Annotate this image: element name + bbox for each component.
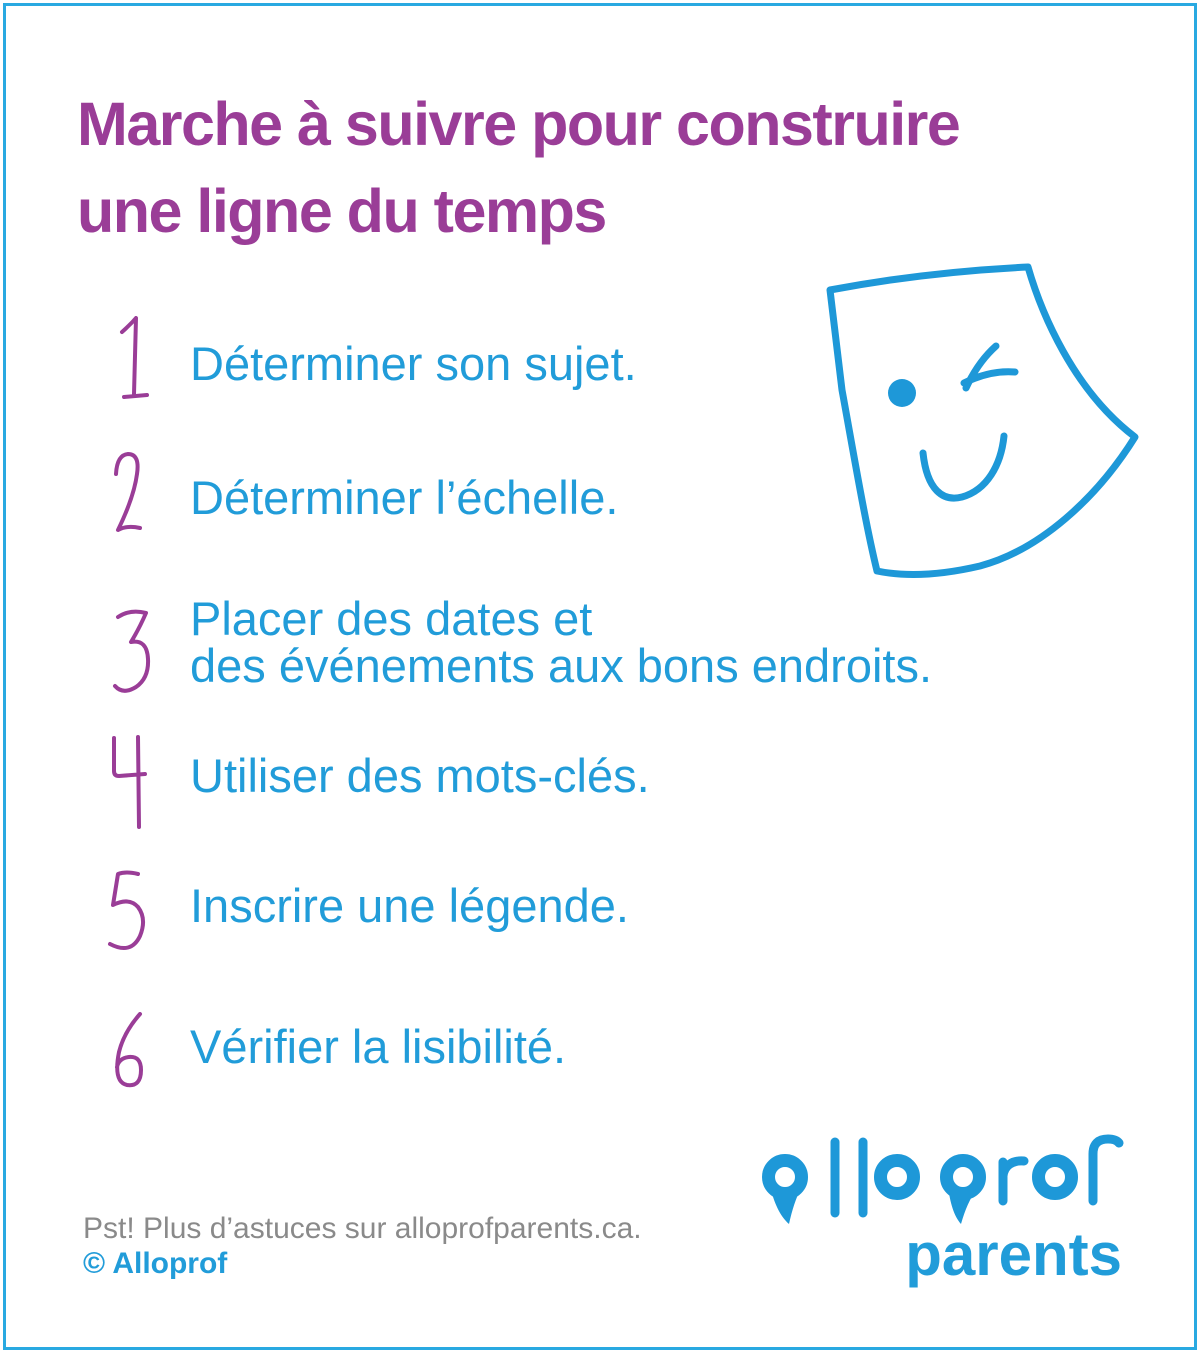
alloprof-logo [750, 1128, 1145, 1233]
logo-letter-o2 [1039, 1161, 1072, 1194]
footer-hint: Pst! Plus d’astuces sur alloprofparents.ca. [83, 1212, 642, 1245]
step-3-text-line2: des événements aux bons endroits. [190, 639, 933, 692]
page-title-line1: Marche à suivre pour construire [77, 90, 960, 158]
smile [923, 436, 1004, 498]
winking-paper-face-icon [815, 250, 1150, 585]
step-4-number [108, 735, 150, 830]
step-1-number [119, 316, 149, 400]
step-5-number [104, 870, 148, 962]
step-4-text: Utiliser des mots-clés. [190, 749, 650, 802]
logo-letter-r [1003, 1161, 1024, 1201]
logo-letter-a-tail [770, 1186, 801, 1224]
step-6-text: Vérifier la lisibilité. [190, 1020, 567, 1073]
step-1-text: Déterminer son sujet. [190, 337, 637, 390]
logo-letter-o1 [881, 1161, 914, 1194]
logo-letter-f [1093, 1139, 1119, 1201]
step-5-text: Inscrire une légende. [190, 879, 629, 932]
logo-parents-label: parents [905, 1221, 1122, 1288]
step-2-number [112, 452, 144, 540]
step-6-number [110, 1012, 148, 1102]
footer-copyright: © Alloprof [83, 1247, 228, 1280]
page-title [77, 81, 1077, 255]
step-3-text [190, 592, 933, 692]
step-2-text: Déterminer l’échelle. [190, 471, 619, 524]
step-3-text-line1: Placer des dates et [190, 592, 593, 645]
paper-outline [830, 267, 1135, 575]
step-3-number [110, 604, 155, 694]
page-title-line2: une ligne du temps [77, 177, 606, 245]
left-eye [888, 379, 916, 407]
